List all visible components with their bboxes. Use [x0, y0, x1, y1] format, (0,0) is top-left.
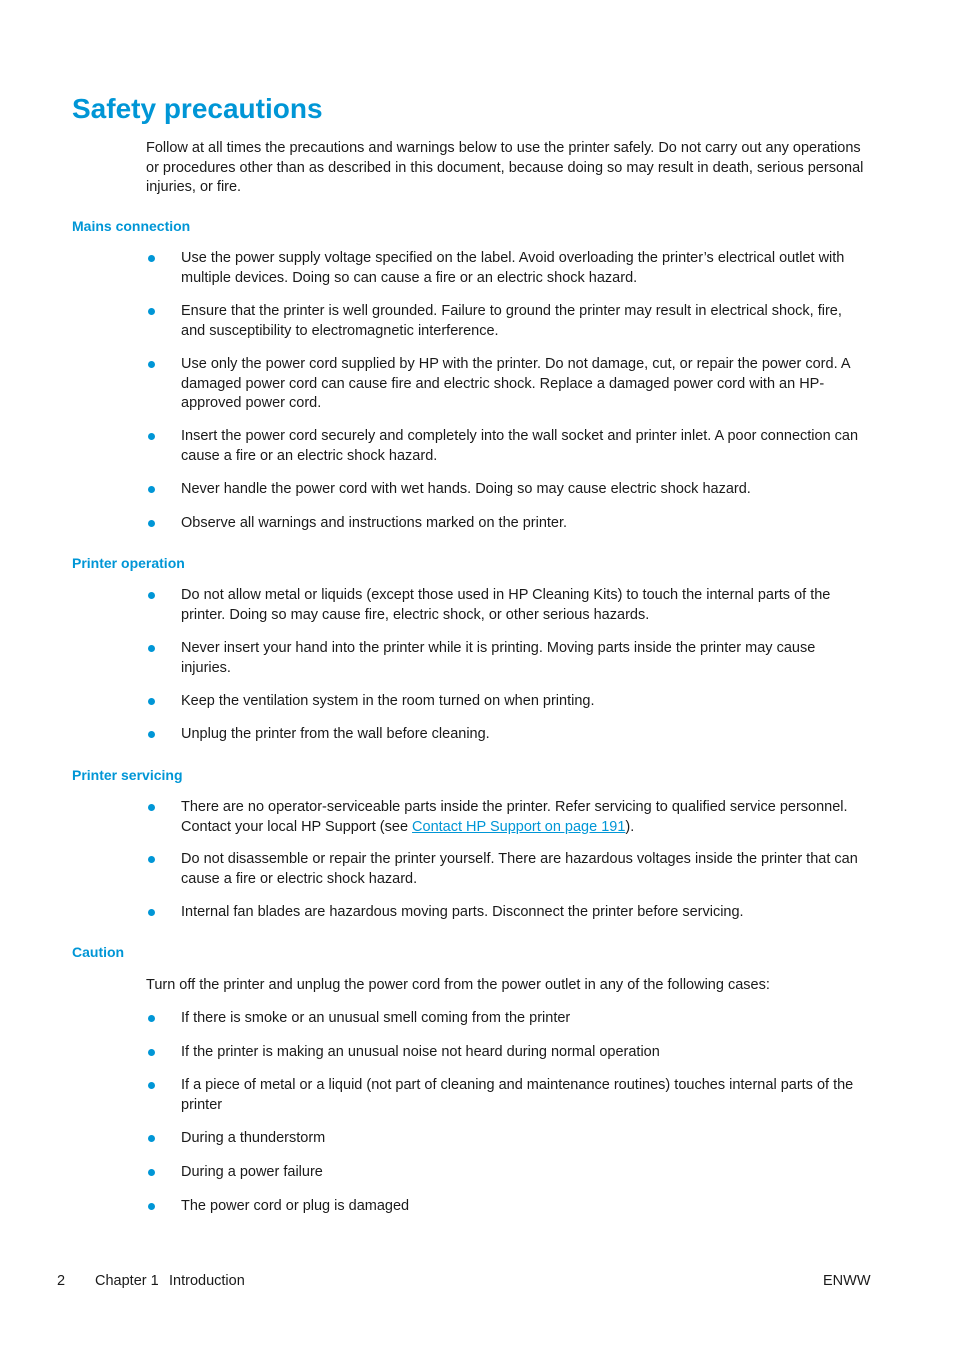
bullet-icon — [148, 698, 155, 705]
footer-chapter: Chapter 1 — [95, 1273, 159, 1289]
bullet-icon — [148, 308, 155, 315]
intro-paragraph: Follow at all times the precautions and warnings below to use the printer safely. Do not carry out any operations or procedures other than as described in this document, because doing so may result in death, serious personal injuries, or fire. — [146, 140, 864, 195]
bullet-icon — [148, 255, 155, 262]
bullet-icon — [148, 361, 155, 368]
list-item: If a piece of metal or a liquid (not part of cleaning and maintenance routines) touches internal parts of the printer — [146, 1076, 868, 1115]
list-item: The power cord or plug is damaged — [146, 1197, 868, 1217]
list-item: Never insert your hand into the printer while it is printing. Moving parts inside the printer may cause injuries. — [146, 639, 868, 678]
list-item: Keep the ventilation system in the room turned on when printing. — [146, 692, 868, 712]
contact-hp-support-link[interactable]: Contact HP Support on page 191 — [412, 818, 626, 835]
bullet-icon — [148, 520, 155, 527]
bullet-icon — [148, 1015, 155, 1022]
list-item: Insert the power cord securely and completely into the wall socket and printer inlet. A poor connection can cause a fire or an electric shock hazard. — [146, 427, 868, 466]
section-heading-printer-operation: Printer operation — [72, 555, 185, 571]
list-item: Unplug the printer from the wall before cleaning. — [146, 725, 868, 745]
bullet-icon — [148, 909, 155, 916]
bullet-icon — [148, 804, 155, 811]
bullet-icon — [148, 1135, 155, 1142]
list-item: Observe all warnings and instructions marked on the printer. — [146, 514, 868, 534]
list-item: There are no operator-serviceable parts inside the printer. Refer servicing to qualified service personnel. Contact your local HP Support (see Contact HP Support on page 191). — [146, 798, 868, 837]
list-item: Do not disassemble or repair the printer yourself. There are hazardous voltages inside the printer that can cause a fire or electric shock hazard. — [146, 850, 868, 889]
bullet-icon — [148, 1169, 155, 1176]
list-item: During a thunderstorm — [146, 1129, 868, 1149]
footer-locale: ENWW — [823, 1273, 871, 1289]
footer-chapter-title: Introduction — [169, 1273, 245, 1289]
bullet-icon — [148, 856, 155, 863]
list-item: Internal fan blades are hazardous moving parts. Disconnect the printer before servicing. — [146, 903, 868, 923]
bullet-icon — [148, 1082, 155, 1089]
bullet-icon — [148, 1203, 155, 1210]
bullet-icon — [148, 433, 155, 440]
bullet-icon — [148, 592, 155, 599]
page-title: Safety precautions — [72, 93, 323, 124]
section-heading-mains-connection: Mains connection — [72, 218, 191, 234]
list-item: Use only the power cord supplied by HP with the printer. Do not damage, cut, or repair the power cord. A damaged power cord can cause fire and electric shock. Replace a damaged power cord with an HP-approved power cord. — [146, 355, 868, 414]
list-item: During a power failure — [146, 1163, 868, 1183]
list-item: If there is smoke or an unusual smell coming from the printer — [146, 1009, 868, 1029]
list-item: Do not allow metal or liquids (except those used in HP Cleaning Kits) to touch the internal parts of the printer. Doing so may cause fire, electric shock, or other serious hazards. — [146, 586, 868, 625]
section-heading-caution: Caution — [72, 944, 125, 960]
caution-intro: Turn off the printer and unplug the power cord from the power outlet in any of the following cases: — [146, 977, 770, 993]
section-heading-printer-servicing: Printer servicing — [72, 767, 183, 783]
page-number: 2 — [57, 1273, 66, 1289]
list-item: Ensure that the printer is well grounded. Failure to ground the printer may result in electrical shock, fire, and susceptibility to electromagnetic interference. — [146, 302, 868, 341]
bullet-icon — [148, 486, 155, 493]
bullet-icon — [148, 645, 155, 652]
list-item: Use the power supply voltage specified on the label. Avoid overloading the printer’s electrical outlet with multiple devices. Doing so can cause a fire or an electric shock hazard. — [146, 249, 868, 288]
bullet-icon — [148, 731, 155, 738]
list-item: If the printer is making an unusual noise not heard during normal operation — [146, 1043, 868, 1063]
bullet-icon — [148, 1049, 155, 1056]
list-item: Never handle the power cord with wet hands. Doing so may cause electric shock hazard. — [146, 480, 868, 500]
